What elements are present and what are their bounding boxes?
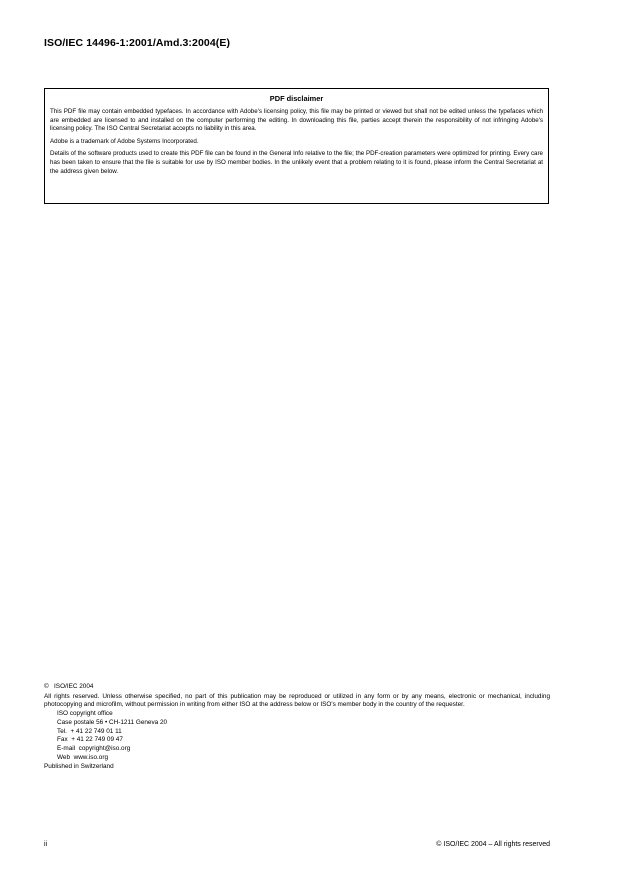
footer-rights-notice: © ISO/IEC 2004 – All rights reserved: [436, 841, 550, 848]
page-number: ii: [44, 841, 48, 848]
copyright-block: [44, 683, 550, 772]
office-name: ISO copyright office: [57, 710, 113, 718]
published-in-text: Published in Switzerland: [44, 763, 114, 771]
office-web: Web www.iso.org: [57, 753, 109, 761]
office-email: E-mail copyright@iso.org: [57, 744, 131, 752]
disclaimer-paragraph-typefaces: This PDF file may contain embedded typefaces. In accordance with Adobe's licensing policy, this file may be printed or viewed but shall not be edited unless the typefaces which are embedded are licensed to and installed on the computer performing the editing. In downloading this file, parties accept therein the responsibility of not infringing Adobe's licensing policy. The ISO Central Secretariat accepts no liability in this area.: [50, 108, 543, 133]
office-telephone: Tel. + 41 22 749 01 11: [57, 727, 122, 735]
disclaimer-paragraph-software: Details of the software products used to create this PDF file can be found in the General Info relative to the file; the PDF-creation parameters were optimized for printing. Every care has been taken to ensure that the file is suitable for use by ISO member bodies. In the unlikely event that a problem relating to it is found, please inform the Central Secretariat at the address given below.: [50, 150, 543, 175]
disclaimer-paragraph-trademark: Adobe is a trademark of Adobe Systems Incorporated.: [50, 137, 199, 145]
disclaimer-title: PDF disclaimer: [269, 94, 324, 103]
rights-reserved-text: All rights reserved. Unless otherwise specified, no part of this publication may be reproduced or utilized in any form or by any means, electronic or mechanical, including photocopying and microfilm, without permission in writing from either ISO at the address below or ISO's member body in the country of the requester.: [44, 692, 550, 709]
office-fax: Fax + 41 22 749 09 47: [57, 736, 123, 744]
copyright-office-address: [57, 710, 550, 762]
pdf-disclaimer-box: [44, 88, 549, 204]
office-postal-address: Case postale 56 • CH-1211 Geneva 20: [57, 718, 168, 726]
document-id-header: ISO/IEC 14496-1:2001/Amd.3:2004(E): [44, 37, 231, 49]
copyright-notice: © ISO/IEC 2004: [44, 683, 94, 690]
